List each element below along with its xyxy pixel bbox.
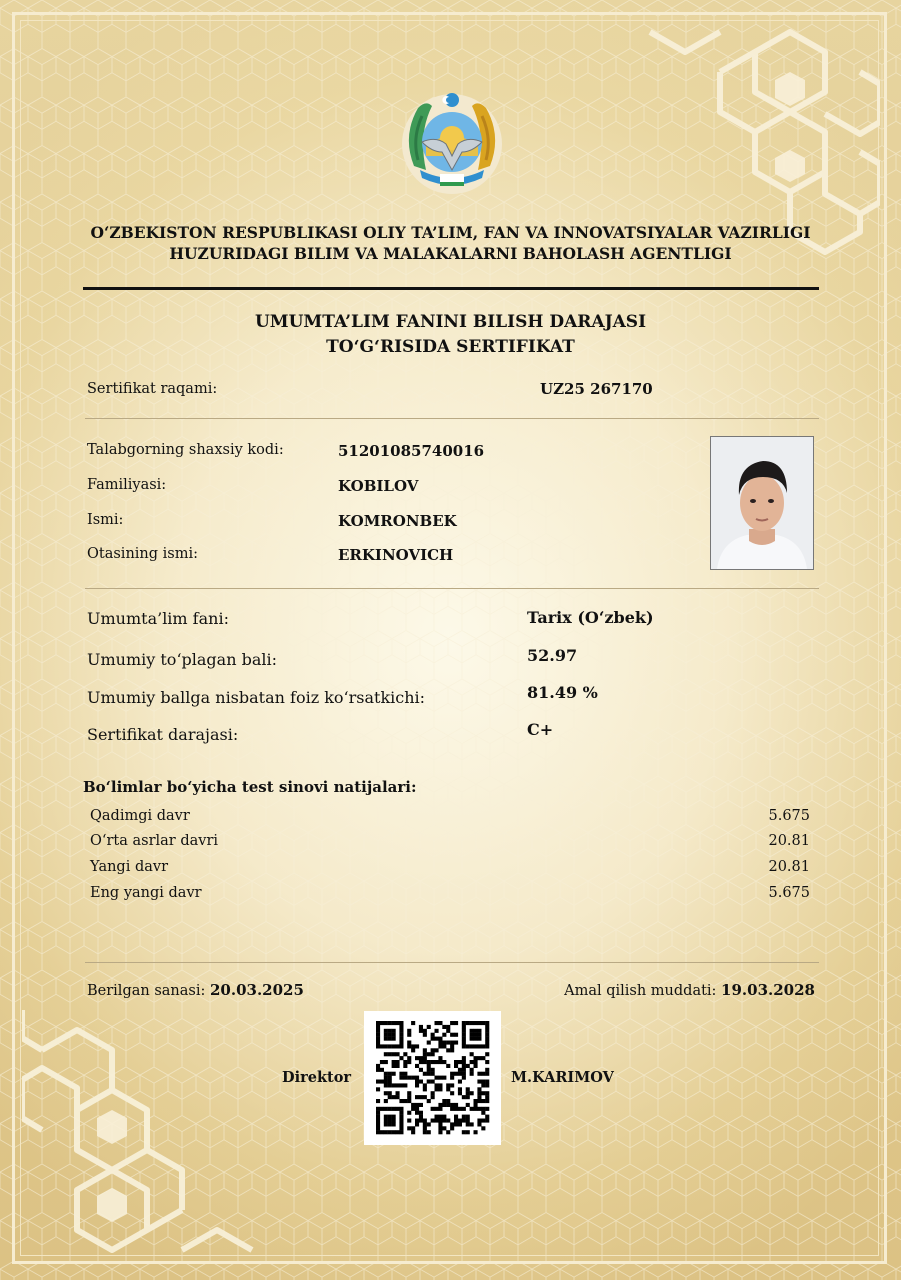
section-score: 20.81 [768, 833, 810, 849]
sections-title: Bo‘limlar bo‘yicha test sinovi natijalari: [83, 778, 417, 796]
subject-label: Umumta’lim fani: [87, 609, 229, 628]
section-score: 5.675 [768, 885, 810, 901]
portrait-image [711, 437, 813, 569]
issue-date-label: Berilgan sanasi: [87, 983, 206, 999]
issuing-organization [60, 222, 841, 264]
section-name: Yangi davr [90, 859, 169, 875]
qr-code-image [364, 1011, 501, 1145]
surname-label: Familiyasi: [87, 477, 167, 493]
surname-value: KOBILOV [338, 477, 419, 495]
divider-1 [85, 418, 819, 419]
applicant-photo [710, 436, 814, 570]
divider-3 [85, 962, 819, 963]
org-line-1: O‘ZBEKISTON RESPUBLIKASI OLIY TA’LIM, FAN VA INNOVATSIYALAR VAZIRLIGI [90, 223, 811, 242]
state-emblem [396, 86, 508, 198]
section-row [90, 833, 810, 859]
patronymic-value: ERKINOVICH [338, 546, 454, 564]
qr-code [364, 1011, 501, 1145]
section-score: 5.675 [768, 808, 810, 824]
section-row [90, 885, 810, 911]
issue-date [87, 981, 304, 999]
org-line-2: HUZURIDAGI BILIM VA MALAKALARNI BAHOLASH AGENTLIGI [169, 244, 732, 263]
valid-until-label: Amal qilish muddati: [564, 983, 717, 999]
issue-date-value: 20.03.2025 [209, 981, 304, 999]
percent-label: Umumiy ballga nisbatan foiz ko‘rsatkichi: [87, 688, 426, 707]
grade-label: Sertifikat darajasi: [87, 725, 239, 744]
title-line-1: UMUMTA’LIM FANINI BILISH DARAJASI [254, 312, 647, 332]
divider-2 [85, 588, 819, 589]
percent-value: 81.49 % [527, 683, 598, 702]
subject-value: Tarix (O‘zbek) [527, 608, 654, 627]
pinfl-label: Talabgorning shaxsiy kodi: [87, 442, 284, 458]
certificate-title [100, 310, 801, 360]
section-score: 20.81 [768, 859, 810, 875]
grade-value: C+ [527, 720, 554, 739]
section-name: Qadimgi davr [90, 808, 190, 824]
certificate-number-label: Sertifikat raqami: [87, 381, 218, 397]
valid-until-value: 19.03.2028 [721, 981, 815, 999]
name-value: KOMRONBEK [338, 512, 457, 530]
certificate-number-value: UZ25 267170 [540, 380, 653, 398]
section-name: O‘rta asrlar davri [90, 833, 219, 849]
director-label: Direktor [282, 1069, 352, 1086]
patronymic-label: Otasining ismi: [87, 546, 198, 562]
pinfl-value: 51201085740016 [338, 442, 485, 460]
corner-ornament-bottom-left [22, 1010, 292, 1260]
name-label: Ismi: [87, 512, 124, 528]
title-line-2: TO‘G‘RISIDA SERTIFIKAT [326, 337, 575, 357]
total-score-value: 52.97 [527, 646, 578, 665]
valid-until [564, 981, 815, 999]
section-row [90, 859, 810, 885]
section-name: Eng yangi davr [90, 885, 202, 901]
total-score-label: Umumiy to‘plagan bali: [87, 650, 277, 669]
section-row [90, 808, 810, 834]
header-divider [83, 287, 819, 290]
director-name: M.KARIMOV [511, 1069, 614, 1086]
